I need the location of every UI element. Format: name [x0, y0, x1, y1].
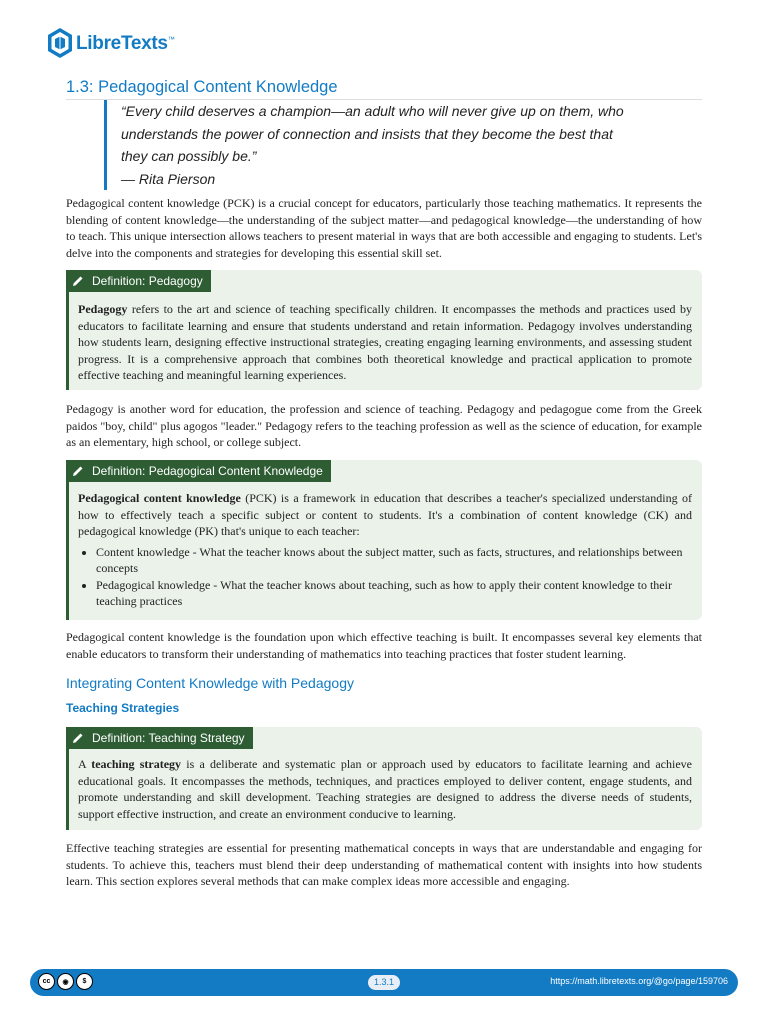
effective-paragraph: Effective teaching strategies are essential for presenting mathematical concepts in ways that are understandable and engaging for students. To achieve this, teachers must blend their deep understanding of mathematical content with insights into how students learn. This section explores several methods that can make complex ideas more accessible and engaging. [66, 841, 702, 889]
definition-title: Definition: Pedagogy [92, 274, 203, 288]
noncommercial-icon: $ [76, 973, 93, 990]
definition-header [66, 270, 211, 292]
page-footer [30, 969, 738, 996]
definition-title: Definition: Teaching Strategy [92, 731, 245, 745]
definition-term: Pedagogical content knowledge [78, 491, 241, 505]
definition-text: (PCK) is a framework in education that describes a teacher's specialized understanding of how to effectively teach a specific subject or content to students. It's a combination of content knowledge (CK) and pedagogical knowledge (PK) that's unique to each teacher: [78, 491, 692, 538]
definition-title: Definition: Pedagogical Content Knowledge [92, 464, 323, 478]
definition-header [66, 727, 253, 749]
foundation-paragraph: Pedagogical content knowledge is the foundation upon which effective teaching is built. It encompasses several key elements that enable educators to transform their understanding of mathematics into teaching practices that foster student learning. [66, 630, 702, 661]
libretexts-globe-icon [46, 27, 74, 61]
cc-icon: cc [38, 973, 55, 990]
list-item: • Pedagogical knowledge - What the teacher knows about teaching, such as how to apply their content knowledge to their teaching practices [96, 577, 692, 610]
definition-box-pedagogy [66, 270, 702, 390]
definition-box-pck [66, 460, 702, 620]
definition-body [78, 301, 692, 384]
page-number: 1.3.1 [368, 975, 400, 990]
attribution-icon: ◉ [57, 973, 74, 990]
section-heading: Integrating Content Knowledge with Pedagogy [66, 675, 354, 691]
definition-bullet-list [78, 544, 692, 610]
definition-term: Pedagogy [78, 302, 128, 316]
logo-text: LibreTexts [76, 33, 168, 54]
definition-prefix: A [78, 757, 92, 771]
quote-attribution: — Rita Pierson [121, 170, 216, 187]
quote-line: they can possibly be.” [121, 148, 257, 164]
libretexts-logo[interactable] [46, 27, 174, 61]
page-url-link[interactable]: https://math.libretexts.org/@go/page/159706 [550, 976, 728, 986]
pencil-icon [72, 275, 84, 287]
list-item: • Content knowledge - What the teacher knows about the subject matter, such as facts, structures, and relationships between concepts [96, 544, 692, 577]
logo-trademark: ™ [167, 36, 175, 44]
epigraph-quote [104, 100, 681, 190]
page-title: 1.3: Pedagogical Content Knowledge [66, 78, 702, 100]
definition-text: is a deliberate and systematic plan or approach used by educators to facilitate learning and achieve educational goals. It encompasses the methods, techniques, and practices employed to deliver content, engage students, and promote understanding and skill development. Teaching strategies are designed to address the diverse needs of students, support effective instruction, and create an environment conducive to learning. [78, 757, 692, 821]
pencil-icon [72, 465, 84, 477]
quote-line: “Every child deserves a champion—an adult who will never give up on them, who [121, 103, 624, 119]
pedagogy-paragraph: Pedagogy is another word for education, the profession and science of teaching. Pedagogy and pedagogue come from the Greek paidos "boy, child" plus agogos "leader." Pedagogy refers to the teaching profession as well as the science of education, for example as an elementary, high school, or college subject. [66, 402, 702, 450]
subsection-heading: Teaching Strategies [66, 701, 180, 715]
definition-body [78, 756, 692, 822]
definition-text: refers to the art and science of teaching specifically children. It encompasses the methods and practices used by educators to facilitate learning and ensure that students understand and retain information. Pedagogy involves understanding how students learn, designing effective instructional strategies, creating engaging learning environments, and assessing student progress. It is a comprehensive approach that combines both theoretical knowledge and practical application to promote effective teaching and meaningful learning experiences. [78, 302, 692, 382]
quote-line: understands the power of connection and insists that they become the best that [121, 125, 613, 142]
pencil-icon [72, 732, 84, 744]
definition-box-teaching-strategy [66, 727, 702, 830]
cc-license-badge[interactable] [38, 973, 95, 990]
intro-paragraph: Pedagogical content knowledge (PCK) is a crucial concept for educators, particularly those teaching mathematics. It represents the blending of content knowledge—the understanding of the subject matter—and pedagogical knowledge—the understanding of how to teach. This unique intersection allows teachers to present material in ways that are both accessible and engaging to students. Let's delve into the components and strategies for developing this essential skill set. [66, 196, 702, 261]
definition-header [66, 460, 331, 482]
definition-term: teaching strategy [91, 757, 182, 771]
definition-body [78, 490, 692, 610]
